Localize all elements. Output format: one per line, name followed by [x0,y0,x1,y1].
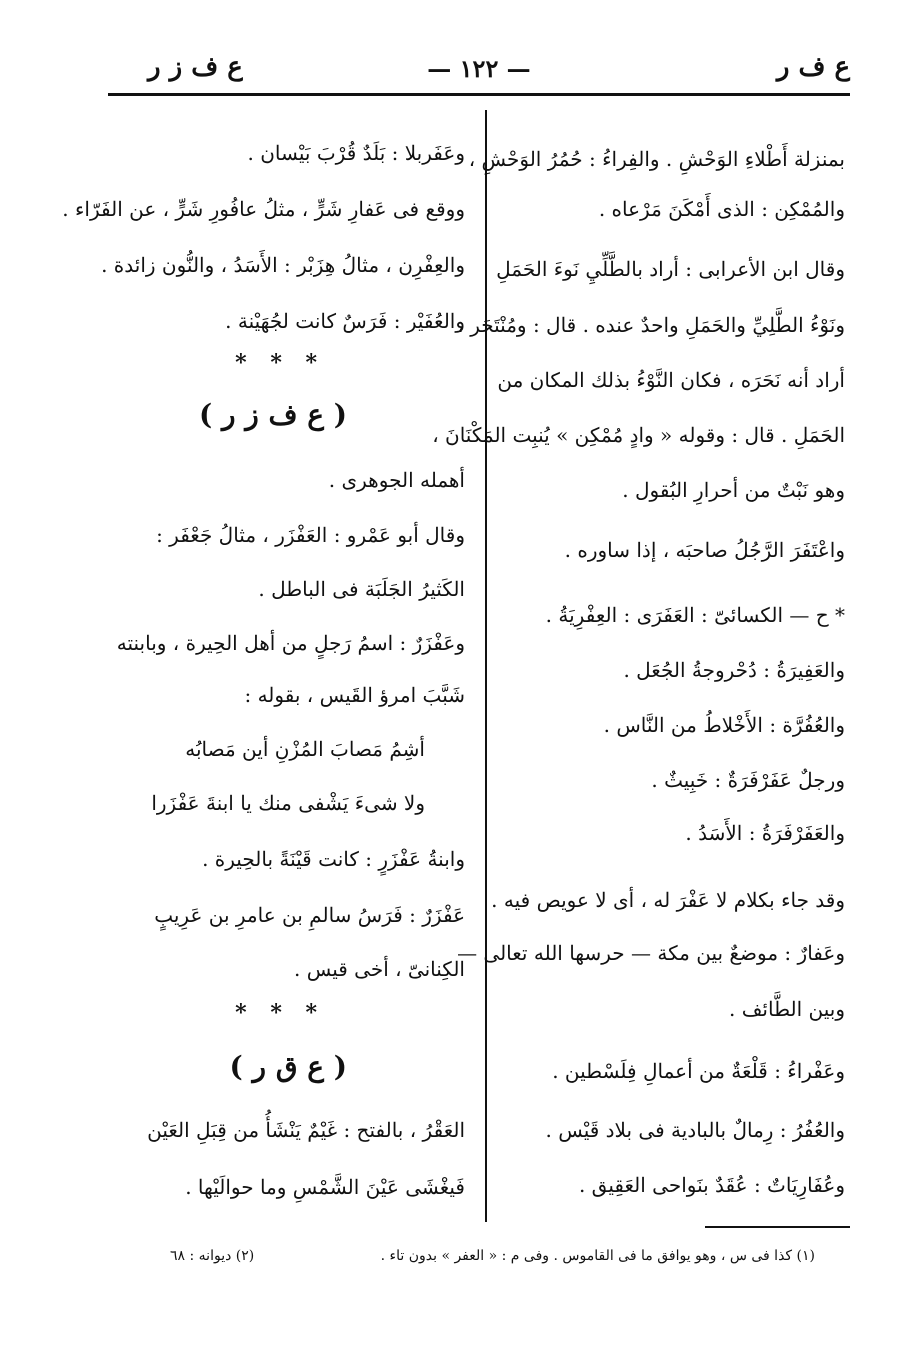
left-line: شَبَّبَ امرؤ القَيس ، بقوله : [244,683,465,707]
left-line: والعُفَيْر : فَرَسٌ كانت لجُهَيْنة . [225,309,465,333]
page-number: — ١٢٢ — [427,54,531,83]
header-right-root: ع ف ر [776,52,850,82]
right-line: * ح — الكسائىّ : العَفَرَى : العِفْرِيَةُ . [545,603,845,627]
right-line: وقال ابن الأعرابى : أراد بالطَّلِّيِ نَوءَ الحَمَلِ [496,257,845,281]
left-line: فَيغْشَى عَيْنَ الشَّمْسِ وما حوالَيْها . [185,1175,465,1199]
section-heading-aqr: ( ع ق ر ) [229,1050,347,1083]
footnote-2: (٢) ديوانه : ٦٨ [170,1248,255,1264]
right-line: والمُمْكِن : الذى أَمْكَنَ مَرْعاه . [598,197,845,221]
left-line: الكِنانىّ ، أخى قيس . [294,957,465,981]
left-line: وقال أبو عَمْرو : العَفْزَر ، مثالُ جَعْفَر : [156,523,465,547]
right-line: والعَفَرْفَرَةُ : الأَسَدُ . [685,821,845,845]
header-left-root: ع ف ز ر [148,52,243,82]
verse-line: ولا شىءَ يَشْفى منك يا ابنةَ عَفْزَرا [151,791,425,815]
right-line: وهو نَبْتٌ من أحرارِ البُقول . [622,478,845,502]
left-line: ووقع فى عَفارِ شَرٍّ ، مثلُ عافُورِ شَرٍّ ، عن الفَرّاء . [62,197,465,221]
footnote-rule [705,1226,850,1228]
right-line: ونَوْءُ الطَّلِيِّ والحَمَلِ واحدٌ عنده . قال : ومُنْتَحَر ، [457,313,845,337]
footnote-1: (١) كذا فى س ، وهو يوافق ما فى القاموس . وفى م : « العفر » بدون تاء . [380,1248,815,1264]
right-line: والعُفُرَّة : الأَخْلاطُ من النَّاس . [603,713,845,737]
left-line: وابنةُ عَفْزَرٍ : كانت قَيْنَةً بالحِيرة . [202,847,465,871]
left-line: والعِفْرِن ، مثالُ هِزَبْر : الأَسَدُ ، والنُّون زائدة . [101,253,465,277]
right-line: واعْتَفَرَ الرَّجُلُ صاحبَه ، إذا ساوره . [564,538,845,562]
header-rule [108,93,850,96]
left-line: وعَفْزَرٌ : اسمُ رَجلٍ من أهل الحِيرة ، وبابنته [116,631,465,655]
left-line: عَفْزَرٌ : فَرَسُ سالمِ بن عامرِ بن عَرِيبٍ [154,903,465,927]
right-line: وبين الطَّائف . [729,997,845,1021]
section-separator-stars: * * * [235,350,325,376]
left-line: أهمله الجوهرى . [328,468,465,492]
right-line: الحَمَلِ . قال : وقوله « وادٍ مُمْكِن » يُنبِت المَكْنَانَ ، [432,423,845,447]
right-line: وعَفارٌ : موضعٌ بين مكة — حرسها الله تعالى — [457,941,845,965]
right-line: بمنزلة أَطْلاءِ الوَحْشِ . والفِراءُ : حُمُرُ الوَحْشِ ، [468,147,845,171]
section-heading-afzr: ( ع ف ز ر ) [198,398,347,431]
verse-line: أشِمُ مَصابَ المُزْنِ أين مَصابُه [185,737,425,761]
page-header [108,52,850,96]
left-line: العَقْرُ ، بالفتح : غَيْمٌ يَنْشَأُ من قِبَلِ العَيْن [147,1118,465,1142]
right-line: وعُفَارِيَاتٌ : عُقَدٌ بنَواحى العَقِيق . [578,1173,845,1197]
right-line: وعَفْراءُ : قَلْعَةٌ من أعمالِ فِلَسْطين . [552,1059,845,1083]
right-line: وقد جاء بكلام لا عَفْرَ له ، أى لا عويص فيه . [491,888,845,912]
right-line: والعَفِيرَةُ : دُحْروجةُ الجُعَل . [623,658,845,682]
right-line: والعُفُرُ : رِمالٌ بالبادية فى بلاد قَيْس . [545,1118,845,1142]
column-divider [485,110,487,1222]
section-separator-stars: * * * [235,1000,325,1026]
left-line: الكَثيرُ الجَلَبَة فى الباطل . [258,577,465,601]
right-line: ورجلٌ عَفَرْفَرَةٌ : خَبِيثٌ . [651,768,845,792]
left-line: وعَفَربلا : بَلَدٌ قُرْبَ بَيْسان . [247,141,465,165]
right-line: أراد أنه نَحَرَه ، فكان النَّوْءُ بذلك المكان من [497,368,845,392]
